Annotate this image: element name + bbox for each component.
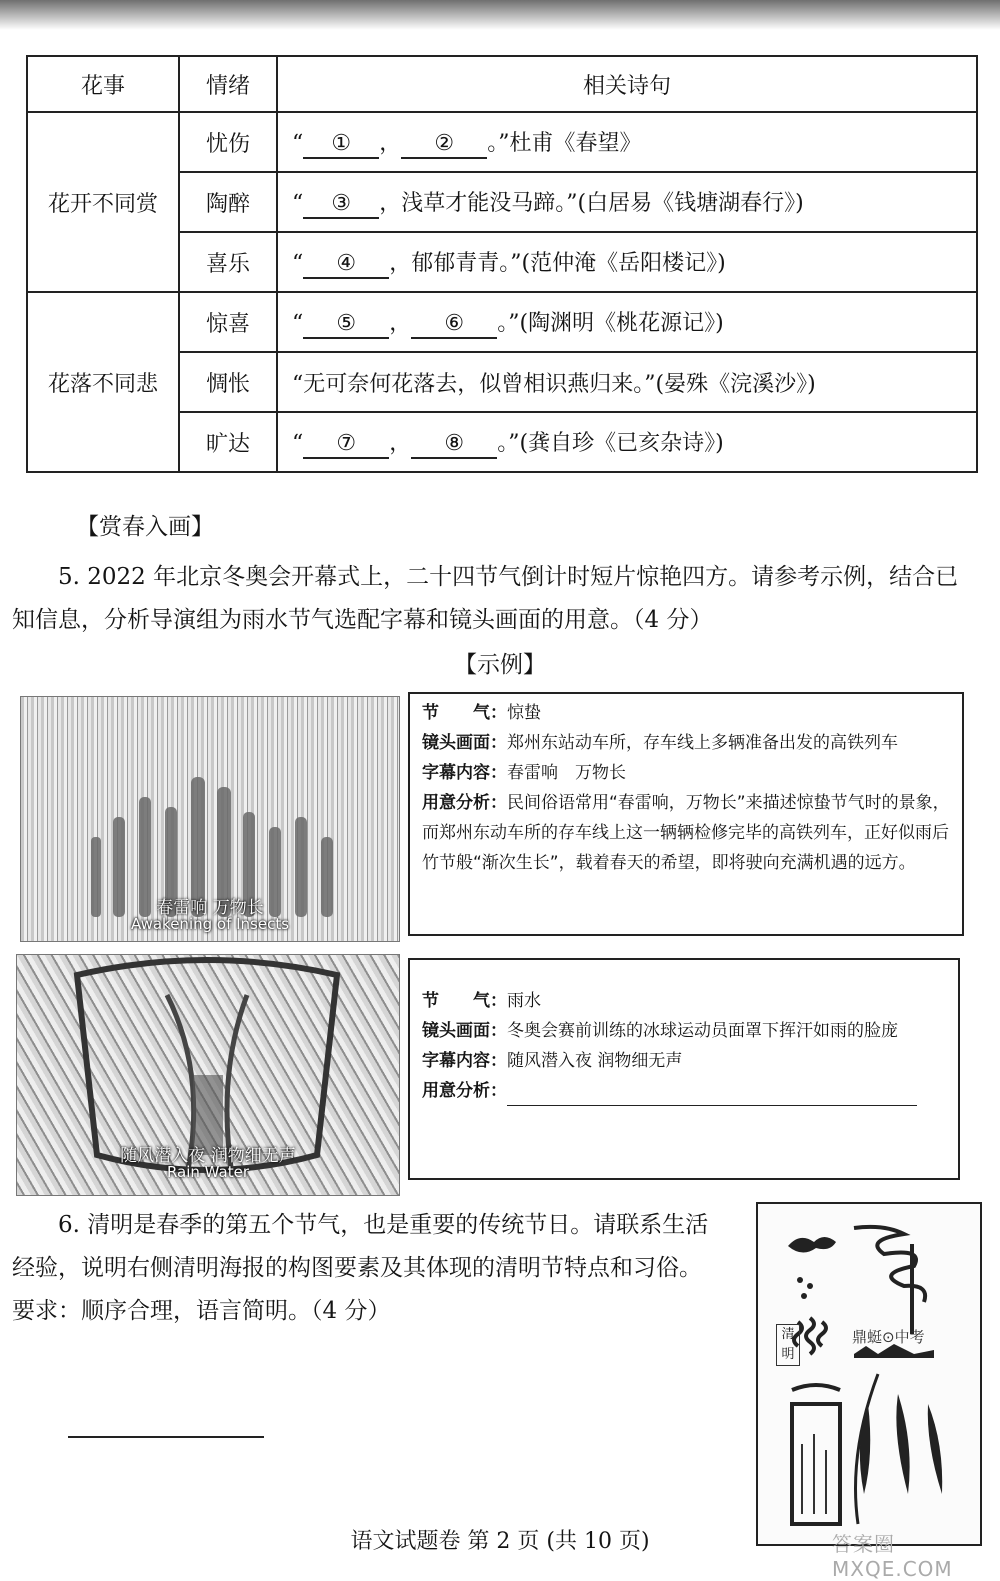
table-header-row — [27, 56, 977, 112]
label: 镜头画面： — [422, 1021, 507, 1041]
verse-cell — [277, 412, 977, 472]
answer-blank[interactable]: ⑥ — [411, 311, 497, 339]
site-watermark: 答案圈 MXQE.COM — [832, 1532, 953, 1581]
table-row — [27, 292, 977, 352]
verse-text: “ — [292, 130, 304, 156]
group-label-bloom: 花开不同赏 — [27, 112, 179, 292]
question-info-box — [408, 958, 960, 1180]
verse-text: 。”杜甫《春望》 — [487, 130, 642, 156]
verse-text: ，郁郁青青。”(范仲淹《岳阳楼记》) — [389, 250, 726, 276]
page-footer: 语文试题卷 第 2 页 (共 10 页) — [350, 1529, 650, 1554]
photo-caption-cn: 春雷响 万物长 — [156, 898, 264, 918]
verse-cell: “无可奈何花落去，似曾相识燕归来。”(晏殊《浣溪沙》) — [277, 352, 977, 412]
value: 冬奥会赛前训练的冰球运动员面罩下挥汗如雨的脸庞 — [507, 1021, 898, 1041]
value: 随风潜入夜 润物细无声 — [507, 1051, 683, 1071]
row-shot — [422, 728, 950, 758]
header-mood: 情绪 — [179, 56, 277, 112]
answer-line[interactable] — [507, 1085, 917, 1106]
verse-cell — [277, 112, 977, 172]
question-5: 5. 2022 年北京冬奥会开幕式上，二十四节气倒计时短片惊艳四方。请参考示例，结合已知信息，分析导演组为雨水节气选配字幕和镜头画面的用意。（4 分） — [12, 564, 959, 633]
question-6: 6. 清明是春季的第五个节气，也是重要的传统节日。请联系生活经验，说明右侧清明海报的构图要素及其体现的清明节特点和习俗。要求：顺序合理，语言简明。（4 分） — [12, 1212, 709, 1324]
row-shot — [422, 1016, 946, 1046]
verse-cell — [277, 292, 977, 352]
section-title: 【赏春入画】 — [76, 514, 214, 540]
verse-text: ， — [379, 130, 402, 156]
mood-cell: 惊喜 — [179, 292, 277, 352]
header-related-verses: 相关诗句 — [277, 56, 977, 112]
label: 字幕内容： — [422, 1051, 507, 1071]
group-label-fall: 花落不同悲 — [27, 292, 179, 472]
answer-blank[interactable]: ④ — [303, 251, 389, 279]
verse-cell — [277, 172, 977, 232]
label: 节 气： — [422, 991, 507, 1011]
verse-text: ， — [389, 310, 412, 336]
verse-text: “ — [292, 250, 304, 276]
row-meaning — [422, 788, 950, 878]
photo-caption-cn: 随风潜入夜 润物细无声 — [120, 1146, 296, 1166]
verse-cell — [277, 232, 977, 292]
row-subtitle — [422, 758, 950, 788]
verse-text: 。”(陶渊明《桃花源记》) — [497, 310, 724, 336]
verse-text: 。”(龚自珍《已亥杂诗》) — [497, 430, 724, 456]
value: 民间俗语常用“春雷响，万物长”来描述惊蛰节气时的景象，而郑州东动车所的存车线上这一辆辆检修完毕的高铁列车，正好似雨后竹节般“渐次生长”，载着春天的希望，即将驶向充满机遇的远方。 — [422, 793, 950, 873]
answer-blank[interactable]: ③ — [303, 191, 379, 219]
mood-cell: 旷达 — [179, 412, 277, 472]
scan-edge — [0, 0, 1000, 30]
example-info-box — [408, 692, 964, 936]
photo-train-depot — [20, 696, 400, 942]
mood-cell: 陶醉 — [179, 172, 277, 232]
photo-caption-en: Awakening of Insects — [130, 915, 290, 933]
value: 春雷响 万物长 — [507, 763, 626, 783]
mood-cell: 喜乐 — [179, 232, 277, 292]
example-title: 【示例】 — [454, 652, 546, 678]
mood-cell: 忧伤 — [179, 112, 277, 172]
poster-watermark: 鼎蜓⊙中考 — [852, 1328, 925, 1346]
photo-caption-en: Rain Water — [166, 1163, 250, 1181]
verse-text: “ — [292, 190, 304, 216]
photo-hockey-player — [16, 954, 400, 1196]
verse-text: ，浅草才能没马蹄。”(白居易《钱塘湖春行》) — [379, 190, 804, 216]
answer-blank[interactable]: ② — [401, 131, 487, 159]
header-flower-event: 花事 — [27, 56, 179, 112]
answer-blank[interactable]: ⑤ — [303, 311, 389, 339]
value: 雨水 — [507, 991, 541, 1011]
row-solar-term — [422, 698, 950, 728]
qingming-poster — [756, 1202, 982, 1546]
answer-blank[interactable]: ⑦ — [303, 431, 389, 459]
value: 郑州东站动车所，存车线上多辆准备出发的高铁列车 — [507, 733, 898, 753]
answer-blank[interactable]: ① — [303, 131, 379, 159]
label: 节 气： — [422, 703, 507, 723]
row-subtitle — [422, 1046, 946, 1076]
verse-text: “ — [292, 430, 304, 456]
label: 用意分析： — [422, 793, 507, 813]
poster-tag: 清明 — [776, 1324, 800, 1366]
label: 用意分析： — [422, 1081, 507, 1101]
label: 字幕内容： — [422, 763, 507, 783]
row-solar-term — [422, 986, 946, 1016]
row-meaning — [422, 1076, 946, 1106]
label: 镜头画面： — [422, 733, 507, 753]
poetry-table — [26, 55, 978, 473]
mood-cell: 惆怅 — [179, 352, 277, 412]
verse-text: “ — [292, 310, 304, 336]
value: 惊蛰 — [507, 703, 541, 723]
verse-text: ， — [389, 430, 412, 456]
poster-illustration — [758, 1204, 980, 1544]
answer-blank[interactable]: ⑧ — [411, 431, 497, 459]
answer-line[interactable] — [68, 1436, 264, 1438]
table-row — [27, 112, 977, 172]
